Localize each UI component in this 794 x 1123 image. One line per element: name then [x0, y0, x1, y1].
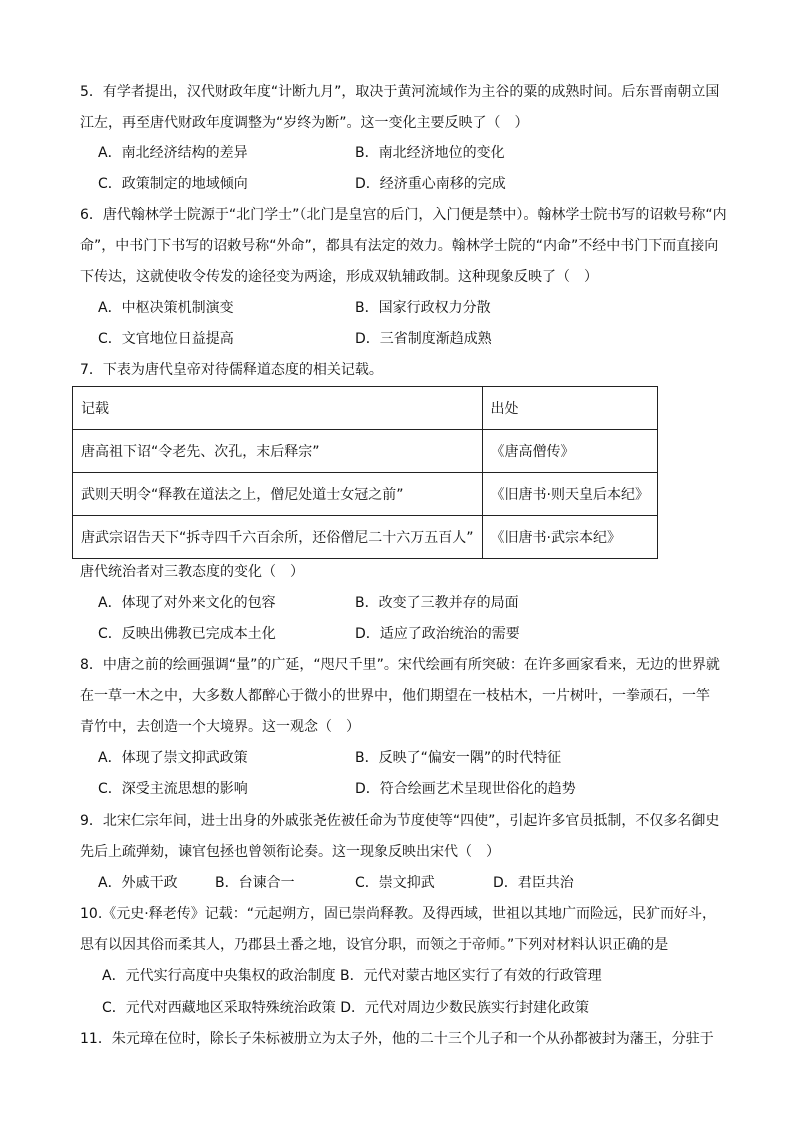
table-cell: 《旧唐书·武宗本纪》: [482, 516, 657, 559]
q8-stem-line-2: 在一草一木之中，大多数人都醉心于微小的世界中，他们期望在一枝枯木，一片树叶，一拳顽石，一竿: [80, 688, 710, 704]
q7-stem: 7．下表为唐代皇帝对待儒释道态度的相关记载。: [80, 362, 383, 378]
records-table: [72, 386, 658, 559]
q10-stem-line-2: 思有以因其俗而柔其人，乃郡县土番之地，设官分职，而领之于帝师。”下列对材料认识正确的是: [80, 937, 669, 953]
q7-question: 唐代统治者对三教态度的变化（ ）: [80, 564, 304, 580]
q9-stem-line-1: 9．北宋仁宗年间，进士出身的外戚张尧佐被任命为节度使等“四使”，引起许多官员抵制，不仅多名御史: [80, 813, 720, 829]
q11-stem-line-1: 11．朱元璋在位时，除长子朱标被册立为太子外，他的二十三个儿子和一个从孙都被封为藩王，分驻于: [80, 1031, 714, 1047]
q5-option-a[interactable]: A．南北经济结构的差异: [98, 145, 248, 161]
q6-option-c[interactable]: C．文官地位日益提高: [98, 331, 234, 347]
q6-stem-line-3: 下传达，这就使收令传发的途径变为两途，形成双轨辅政制。这种现象反映了（ ）: [80, 269, 598, 285]
table-cell: 唐武宗诏告天下“拆寺四千六百余所，还俗僧尼二十六万五百人”: [73, 516, 483, 559]
q5-option-d[interactable]: D．经济重心南移的完成: [355, 176, 506, 192]
q7-option-d[interactable]: D．适应了政治统治的需要: [355, 626, 520, 642]
q9-option-a[interactable]: A．外戚干政: [98, 875, 178, 891]
q6-option-d[interactable]: D．三省制度渐趋成熟: [355, 331, 492, 347]
q9-stem-line-2: 先后上疏弹劾，谏官包拯也曾领衔论奏。这一现象反映出宋代（ ）: [80, 844, 500, 860]
table-row: [73, 430, 658, 473]
q5-stem-line-2: 江左，再至唐代财政年度调整为“岁终为断”。这一变化主要反映了（ ）: [80, 115, 529, 131]
q10-options-c-d[interactable]: C．元代对西藏地区采取特殊统治政策 D．元代对周边少数民族实行封建化政策: [102, 1000, 590, 1016]
q9-option-d[interactable]: D．君臣共治: [493, 875, 574, 891]
table-cell: 《唐高僧传》: [482, 430, 657, 473]
q7-option-c[interactable]: C．反映出佛教已完成本土化: [98, 626, 276, 642]
table-row: [73, 473, 658, 516]
q9-option-b[interactable]: B．台谏合一: [215, 875, 295, 891]
q10-options-a-b[interactable]: A．元代实行高度中央集权的政治制度 B．元代对蒙古地区实行了有效的行政管理: [102, 968, 602, 984]
table-row: [73, 516, 658, 559]
table-cell: 唐高祖下诏“令老先、次孔，末后释宗”: [73, 430, 483, 473]
q7-option-b[interactable]: B．改变了三教并存的局面: [355, 595, 519, 611]
q8-stem-line-3: 青竹中，去创造一个大境界。这一观念（ ）: [80, 719, 360, 735]
q8-option-a[interactable]: A．体现了崇文抑武政策: [98, 750, 248, 766]
q8-stem-line-1: 8．中唐之前的绘画强调“量”的广延，“咫尺千里”。宋代绘画有所突破：在许多画家看来，无边的世界就: [80, 657, 720, 673]
q5-option-c[interactable]: C．政策制定的地域倾向: [98, 176, 248, 192]
table-cell: 武则天明令“释教在道法之上，僧尼处道士女冠之前”: [73, 473, 483, 516]
q10-stem-line-1: 10.《元史·释老传》记载：“元起朔方，固已崇尚释教。及得西域，世祖以其地广而险远，民犷而好斗，: [80, 906, 716, 922]
table-header-row: [73, 387, 658, 430]
q6-stem-line-1: 6．唐代翰林学士院源于“北门学士”（北门是皇宫的后门，入门便是禁中）。翰林学士院书写的诏敕号称“内: [80, 207, 727, 223]
table-header-cell: 出处: [482, 387, 657, 430]
q7-option-a[interactable]: A．体现了对外来文化的包容: [98, 595, 276, 611]
q5-stem-line-1: 5．有学者提出，汉代财政年度“计断九月”，取决于黄河流域作为主谷的粟的成熟时间。后东晋南朝立国: [80, 84, 720, 100]
q8-option-d[interactable]: D．符合绘画艺术呈现世俗化的趋势: [355, 781, 576, 797]
q8-option-b[interactable]: B．反映了“偏安一隅”的时代特征: [355, 750, 562, 766]
q9-option-c[interactable]: C．崇文抑武: [355, 875, 435, 891]
table-cell: 《旧唐书·则天皇后本纪》: [482, 473, 657, 516]
q8-option-c[interactable]: C．深受主流思想的影响: [98, 781, 248, 797]
q6-option-b[interactable]: B．国家行政权力分散: [355, 300, 491, 316]
q5-option-b[interactable]: B．南北经济地位的变化: [355, 145, 505, 161]
q6-option-a[interactable]: A．中枢决策机制演变: [98, 300, 234, 316]
q6-stem-line-2: 命”，中书门下书写的诏敕号称“外命”，都具有法定的效力。翰林学士院的“内命”不经中书门下而直接向: [80, 238, 719, 254]
table-header-cell: 记载: [73, 387, 483, 430]
